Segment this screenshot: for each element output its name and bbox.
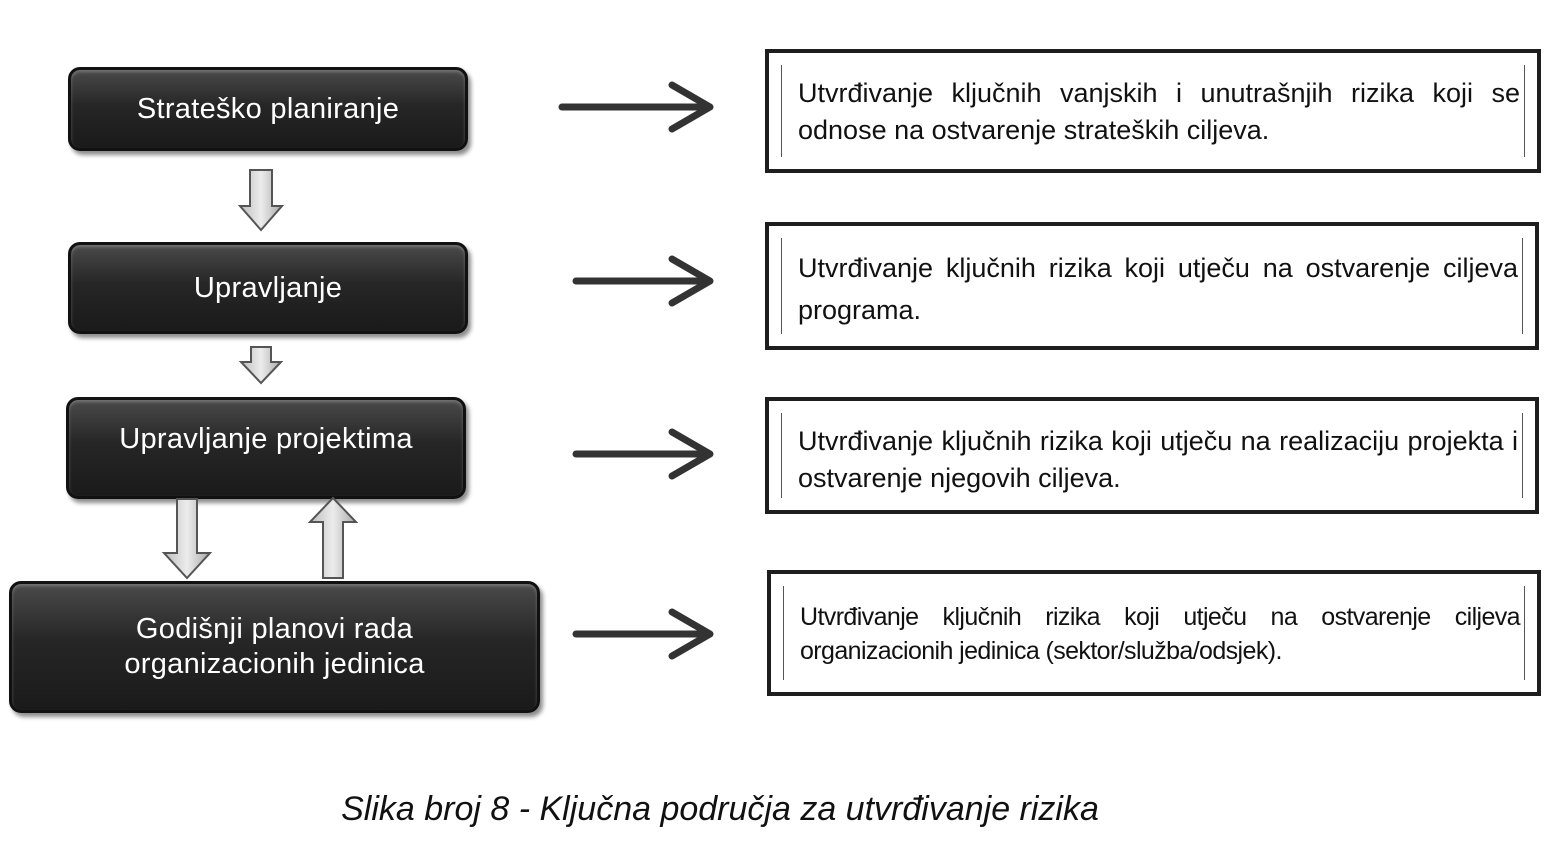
description-text-annual: Utvrđivanje ključnih rizika koji utječu na ostvarenje ciljeva organizacionih jedinica (sektor/služba/odsjek). [783, 586, 1525, 680]
node-management-label: Upravljanje [193, 271, 343, 304]
arrow-right-4 [576, 612, 710, 656]
arrow-up-1 [310, 498, 356, 578]
arrow-right-3 [576, 432, 710, 476]
figure-caption: Slika broj 8 - Ključna područja za utvrđivanje rizika [341, 790, 1099, 828]
node-annual-plans-label-line2: organizacionih jedinica [124, 648, 425, 680]
description-text-strategic: Utvrđivanje ključnih vanjskih i unutrašnjih rizika koji se odnose na ostvarenje strateških ciljeva. [781, 65, 1525, 157]
arrow-right-1 [562, 85, 710, 129]
arrow-down-2 [241, 347, 281, 383]
description-text-management: Utvrđivanje ključnih rizika koji utječu na ostvarenje ciljeva programa. [781, 238, 1523, 334]
arrow-right-2 [576, 259, 710, 303]
node-strategic-planning-label: Strateško planiranje [136, 92, 400, 125]
node-annual-plans-label-line1: Godišnji planovi rada [135, 613, 414, 646]
node-project-management-label: Upravljanje projektima [119, 423, 413, 455]
description-text-projects: Utvrđivanje ključnih rizika koji utječu na realizaciju projekta i ostvarenje njegovih ciljeva. [781, 413, 1523, 498]
arrow-down-3 [164, 499, 210, 578]
arrow-down-1 [240, 170, 282, 230]
